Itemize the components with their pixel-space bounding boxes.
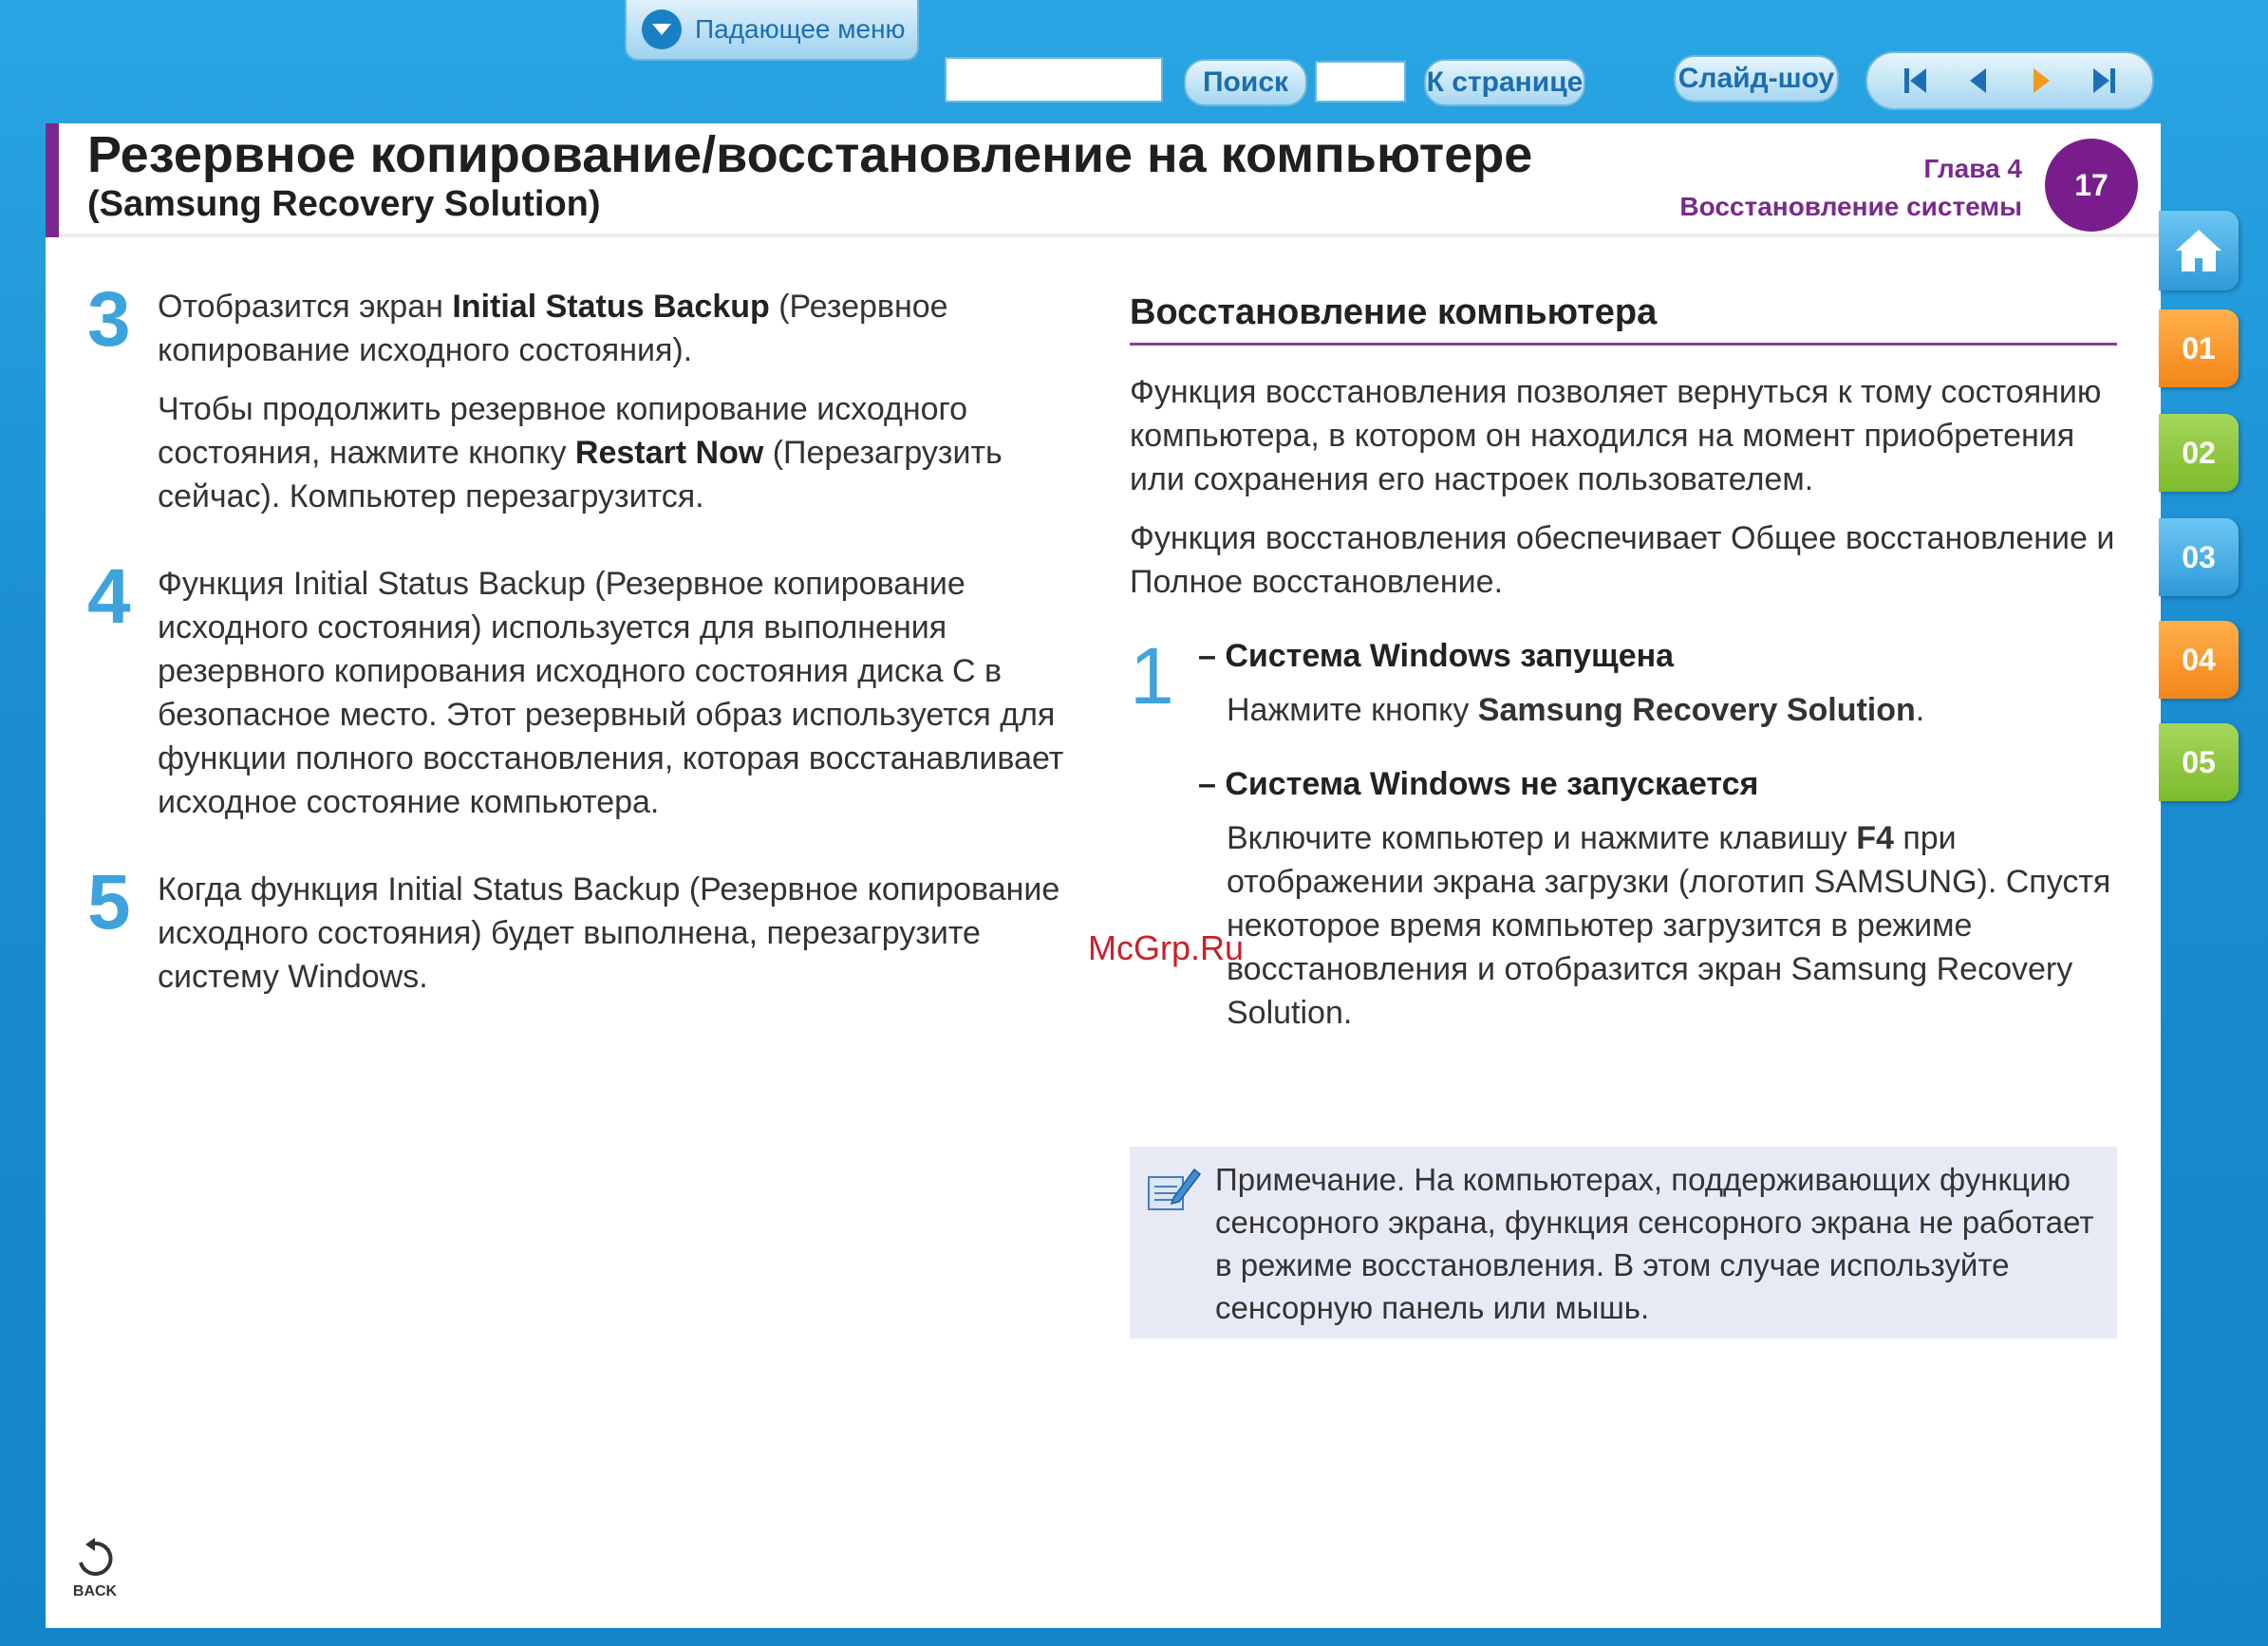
step-number: 5 [87,859,131,945]
next-page-icon[interactable] [2020,60,2062,102]
step-number: 3 [87,276,131,363]
chapter-tab-04[interactable]: 04 [2159,621,2239,699]
case-text: Включите компьютер и нажмите клавишу F4 при отображении экрана загрузки (логотип SAMSUNG). Спустя некоторое время компьютер загрузится в режиме восстановления и отобразится экран Samsung Recovery Solution. [1227,820,2111,1031]
step-number: 4 [87,553,131,640]
step-text: Чтобы продолжить резервное копирование исходного состояния, нажмите кнопку Restart Now (Перезагрузить сейчас). Компьютер перезагрузится. [158,391,1003,514]
chapter-tab-01[interactable]: 01 [2159,309,2239,387]
watermark: McGrp.Ru [1088,928,1245,967]
note-box [1130,1147,2117,1338]
chapter-tab-05[interactable]: 05 [2159,723,2239,801]
intro-text: Функция восстановления обеспечивает Общее восстановление и Полное восстановление. [1130,520,2115,600]
note-pencil-icon [1145,1164,1202,1217]
case-heading: – Система Windows запущена [1198,638,1675,674]
home-tab[interactable] [2159,211,2239,290]
back-arrow-icon [74,1538,116,1580]
go-to-page-button[interactable]: К странице [1424,59,1585,106]
dropdown-menu-label: Падающее меню [695,14,906,44]
header-accent-bar [46,123,59,237]
step-text: Когда функция Initial Status Backup (Резервное копирование исходного состояния) будет выполнена, перезагрузите систему Windows. [158,871,1060,995]
page-number-badge: 17 [2045,139,2138,232]
back-label: BACK [72,1583,118,1599]
section-heading: Восстановление компьютера [1130,292,2117,346]
step-4 [87,553,1094,824]
search-button[interactable]: Поиск [1184,59,1307,106]
previous-page-icon[interactable] [1958,60,1999,102]
intro-text: Функция восстановления позволяет вернуться к тому состоянию компьютера, в котором он находился на момент приобретения или сохранения его настроек пользователем. [1130,374,2102,497]
chapter-name: Восстановление системы [1679,192,2022,221]
left-column [87,276,1094,1042]
page-number-input[interactable] [1315,61,1406,103]
last-page-icon[interactable] [2083,60,2125,102]
chapter-tab-03[interactable]: 03 [2159,518,2239,596]
page-header [46,123,2161,237]
slideshow-button[interactable]: Слайд-шоу [1674,55,1839,103]
chapter-label: Глава 4 [1923,154,2022,183]
case-heading: – Система Windows не запускается [1198,766,1759,802]
chevron-down-icon [642,9,682,49]
note-text: Примечание. На компьютерах, поддерживающих функцию сенсорного экрана, функция сенсорного экрана не работает в режиме восстановления. В этом случае используйте сенсорную панель или мышь. [1215,1162,2094,1325]
step-3 [87,276,1094,518]
step-5 [87,859,1094,999]
page-navigation [1865,51,2154,110]
page-title: Резервное копирование/восстановление на компьютере [87,126,1533,183]
search-input[interactable] [945,57,1163,103]
recovery-step-1 [1130,631,2117,1035]
dropdown-menu-button[interactable] [625,0,919,61]
back-button[interactable] [66,1538,123,1614]
first-page-icon[interactable] [1895,60,1937,102]
document-page [46,123,2161,1628]
step-text: Функция Initial Status Backup (Резервное копирование исходного состояния) используется для выполнения резервного копирования исходного состояния диска C в безопасное место. Этот резервный образ используется для функции полного восстановления, которая восстанавливает исходное состояние компьютера. [158,566,1064,820]
case-text: Нажмите кнопку Samsung Recovery Solution. [1227,692,1925,728]
page-subtitle: (Samsung Recovery Solution) [87,184,601,224]
chapter-tab-02[interactable]: 02 [2159,414,2239,492]
step-number: 1 [1130,631,1174,720]
home-icon [2172,226,2225,275]
step-text: Отобразится экран Initial Status Backup (Резервное копирование исходного состояния). [158,289,948,368]
right-column [1130,292,2117,1069]
